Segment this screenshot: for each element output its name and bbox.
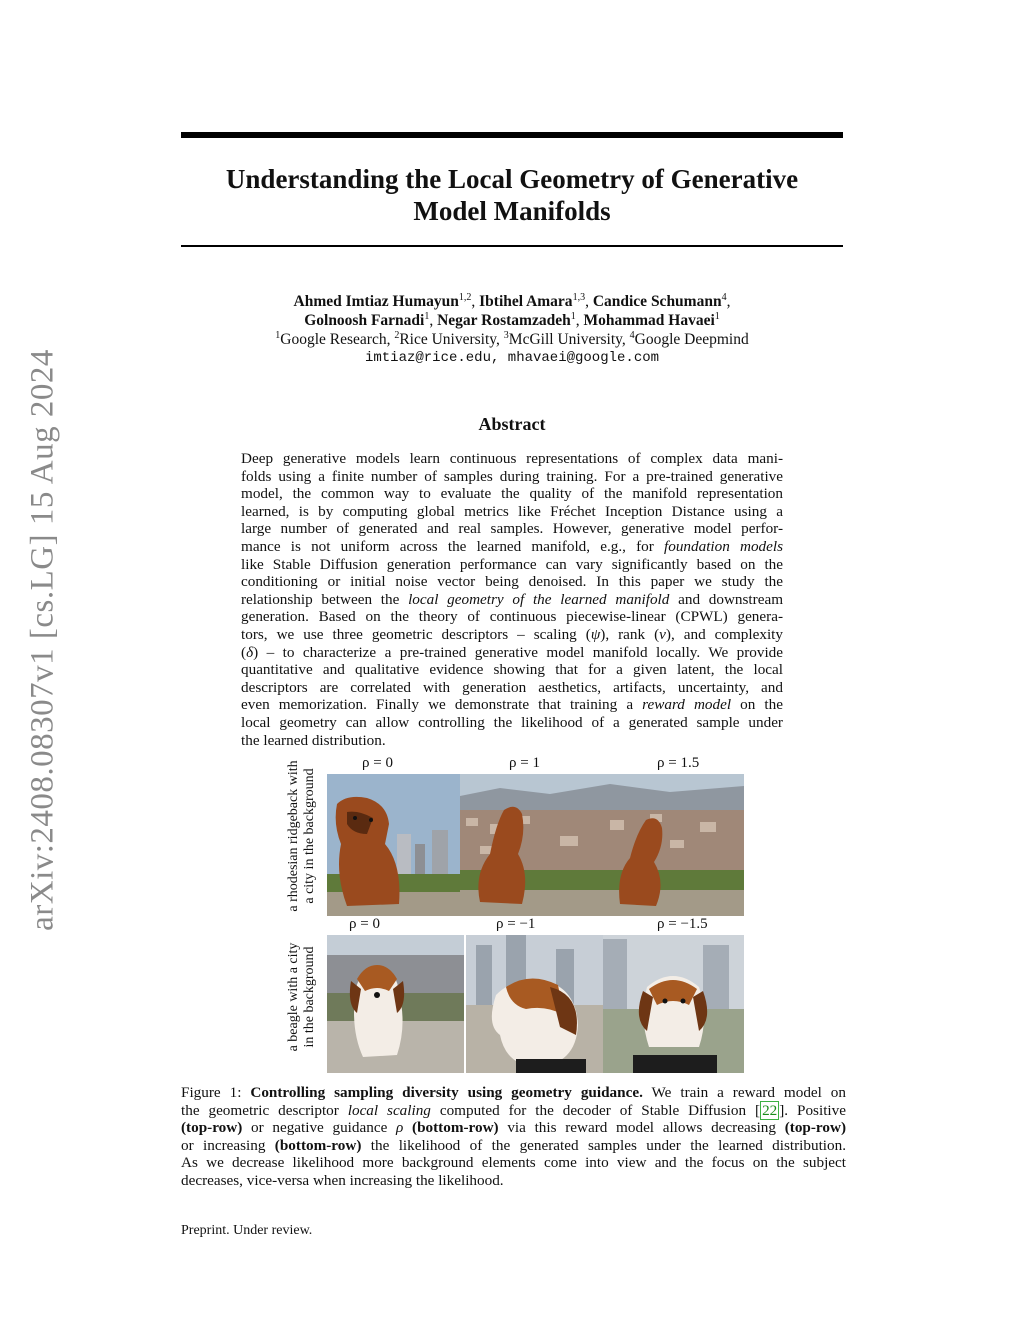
text-run: like Stable Diffusion generation performance can vary significantly based on the — [241, 555, 783, 573]
affiliation-name: McGill University, — [508, 331, 630, 348]
text-run: ]. Positive — [779, 1101, 846, 1119]
text-run: relationship between the — [241, 590, 409, 608]
abstract-line — [241, 538, 783, 556]
author-affiliation-mark: 1 — [714, 311, 720, 322]
beagle-image-rho-minus-1.5 — [603, 935, 744, 1073]
affiliation-mark: 3 — [503, 330, 509, 341]
italic-run: reward model — [642, 696, 732, 714]
text-run: the geometric descriptor — [181, 1101, 348, 1119]
abstract-heading: Abstract — [478, 414, 546, 434]
text-run: quantitative and qualitative evidence showing that for a given latent, the local — [241, 661, 783, 679]
text-run: computed for the decoder of Stable Diffusion [ — [430, 1101, 761, 1119]
bottom-rho-label: ρ = −1 — [496, 916, 536, 932]
text-run: conditioning or initial noise vector being denoised. In this paper we study the — [241, 573, 783, 591]
italic-run: δ — [246, 643, 254, 661]
author-separator: , — [429, 312, 438, 329]
beagle-photo-2 — [466, 935, 603, 1073]
italic-run: ρ — [396, 1119, 404, 1137]
ridgeback-photo-1 — [327, 774, 460, 916]
italic-run: foundation models — [664, 537, 784, 555]
author-affiliation-mark: 1 — [570, 311, 576, 322]
top-rho-label: ρ = 0 — [362, 755, 393, 771]
caption-line — [181, 1119, 846, 1137]
author-block — [181, 292, 843, 368]
author-name: Golnoosh Farnadi — [304, 312, 425, 329]
author-separator: , — [585, 293, 593, 310]
abstract-line — [241, 626, 783, 644]
abstract-line — [241, 450, 783, 468]
beagle-photo-3 — [603, 935, 744, 1073]
text-run: decreases, vice-versa when increasing the likelihood. — [181, 1171, 504, 1189]
bottom-rho-label: ρ = −1.5 — [657, 916, 708, 932]
text-run: descriptors are correlated with generation aesthetics, artifacts, uncertainty, and — [241, 678, 783, 696]
bold-run: (top-row) — [181, 1119, 243, 1137]
abstract-line — [241, 679, 783, 697]
affiliation-mark: 2 — [394, 330, 400, 341]
author-separator: , — [471, 293, 480, 310]
title-top-rule — [181, 132, 843, 138]
author-line-2 — [181, 311, 843, 330]
abstract-body — [241, 450, 783, 749]
ridgeback-image-rho-0 — [327, 774, 460, 916]
affiliation-name: Google Research, — [280, 331, 395, 348]
text-run: ) – to characterize a pre-trained generative model manifold locally. We provide — [253, 643, 783, 661]
text-run: and downstream — [669, 590, 784, 608]
text-run: Figure 1: — [181, 1084, 251, 1101]
text-run: or negative guidance — [242, 1119, 397, 1137]
affiliation-mark: 1 — [275, 330, 281, 341]
caption-line — [181, 1154, 846, 1172]
author-affiliation-mark: 1 — [424, 311, 430, 322]
author-name: Candice Schumann — [592, 293, 722, 310]
affiliation-name: Google Deepmind — [634, 331, 749, 348]
ridgeback-photo-2 — [460, 774, 744, 916]
author-name: Ibtihel Amara — [479, 293, 573, 310]
abstract-line — [241, 591, 783, 609]
affiliation-mark: 4 — [629, 330, 635, 341]
abstract-line — [241, 608, 783, 626]
figure-caption — [181, 1084, 846, 1190]
author-affiliation-mark: 4 — [721, 292, 727, 303]
abstract-line — [241, 503, 783, 521]
emails: imtiaz@rice.edu, mhavaei@google.com — [364, 350, 660, 366]
top-row-label — [286, 760, 318, 911]
citation-link[interactable]: 22 — [762, 1101, 778, 1119]
title-line-1: Understanding the Local Geometry of Generative — [225, 164, 799, 194]
beagle-image-rho-0 — [327, 935, 464, 1073]
caption-line — [181, 1084, 846, 1102]
top-rho-label: ρ = 1.5 — [657, 755, 700, 771]
text-run: Deep generative models learn continuous representations of complex data mani- — [241, 450, 783, 467]
author-affiliation-mark: 1,3 — [572, 292, 586, 303]
text-run: large number of generated and real samples. However, generative model perfor- — [241, 520, 783, 538]
text-run: ), and complexity — [665, 625, 783, 643]
text-run: the learned distribution. — [241, 731, 386, 749]
text-run: ), rank ( — [600, 625, 660, 643]
text-run: mance is not uniform across the learned manifold, e.g., for — [241, 537, 664, 555]
text-run: learned, is by computing global metrics like Fréchet Inception Distance using a — [241, 502, 783, 520]
bold-run: (bottom-row) — [274, 1136, 362, 1154]
author-name: Ahmed Imtiaz Humayun — [293, 293, 459, 310]
abstract-line — [241, 468, 783, 486]
abstract-line — [241, 696, 783, 714]
arxiv-side-stamp: arXiv:2408.08307v1 [cs.LG] 15 Aug 2024 — [24, 349, 61, 931]
footer-note: Preprint. Under review. — [181, 1223, 313, 1238]
italic-run: ν — [659, 625, 666, 643]
text-run: local geometry can allow controlling the likelihood of a generated sample under — [241, 713, 783, 731]
text-run: on the — [731, 696, 783, 714]
text-run: tors, we use three geometric descriptors – scaling ( — [241, 625, 591, 643]
paper-title — [181, 163, 843, 227]
top-rho-label: ρ = 1 — [509, 755, 540, 771]
italic-run: local geometry of the learned manifold — [408, 590, 670, 608]
abstract-line — [241, 556, 783, 574]
text-run — [403, 1119, 412, 1136]
abstract-line — [241, 714, 783, 732]
affiliation-name: Rice University, — [399, 331, 504, 348]
top-row-label-line-2: a city in the background — [302, 768, 317, 904]
bold-run: Controlling sampling diversity using geometry guidance. — [250, 1084, 643, 1101]
abstract-line — [241, 573, 783, 591]
bold-run: (top-row) — [784, 1119, 847, 1137]
bottom-row-label-line-2: in the background — [302, 946, 317, 1048]
title-line-2: Model Manifolds — [413, 196, 611, 226]
bottom-row-label-line-1: a beagle with a city — [286, 942, 301, 1052]
abstract-line — [241, 644, 783, 662]
affiliations — [181, 330, 843, 349]
abstract-line — [241, 485, 783, 503]
italic-run: local scaling — [347, 1101, 431, 1119]
ridgeback-image-rho-1-and-1.5 — [460, 774, 744, 916]
beagle-image-rho-minus-1 — [466, 935, 603, 1073]
title-bottom-rule — [181, 245, 843, 247]
bold-run: (bottom-row) — [412, 1119, 499, 1137]
abstract-line — [241, 520, 783, 538]
text-run: generation. Based on the theory of continuous piecewise-linear (CPWL) genera- — [241, 608, 783, 626]
text-run: or increasing — [181, 1136, 275, 1154]
top-row-label-line-1: a rhodesian ridgeback with — [286, 760, 301, 912]
bottom-row-label — [286, 943, 318, 1052]
bottom-rho-label: ρ = 0 — [349, 916, 380, 932]
author-separator: , — [726, 293, 731, 310]
author-name: Mohammad Havaei — [583, 312, 715, 329]
italic-run: ψ — [590, 625, 601, 643]
author-name: Negar Rostamzadeh — [437, 312, 571, 329]
caption-line — [181, 1102, 846, 1120]
abstract-line — [241, 661, 783, 679]
text-run: model, the common way to evaluate the quality of the manifold representation — [241, 485, 783, 503]
text-run: We train a reward model on — [642, 1084, 846, 1101]
text-run: the likelihood of the generated samples under the learned distribution. — [361, 1136, 847, 1154]
author-separator: , — [575, 312, 584, 329]
author-line-1 — [181, 292, 843, 311]
text-run: ( — [241, 643, 247, 661]
text-run: As we decrease likelihood more background elements come into view and the focus on the subject — [181, 1154, 846, 1172]
caption-line — [181, 1137, 846, 1155]
text-run: even memorization. Finally we demonstrate that training a — [241, 696, 643, 714]
text-run: folds using a finite number of samples during training. For a pre-trained generative — [241, 467, 783, 485]
author-affiliation-mark: 1,2 — [458, 292, 472, 303]
abstract-line — [241, 732, 783, 750]
text-run: via this reward model allows decreasing — [498, 1119, 785, 1137]
caption-line — [181, 1172, 846, 1190]
beagle-photo-1 — [327, 935, 464, 1073]
